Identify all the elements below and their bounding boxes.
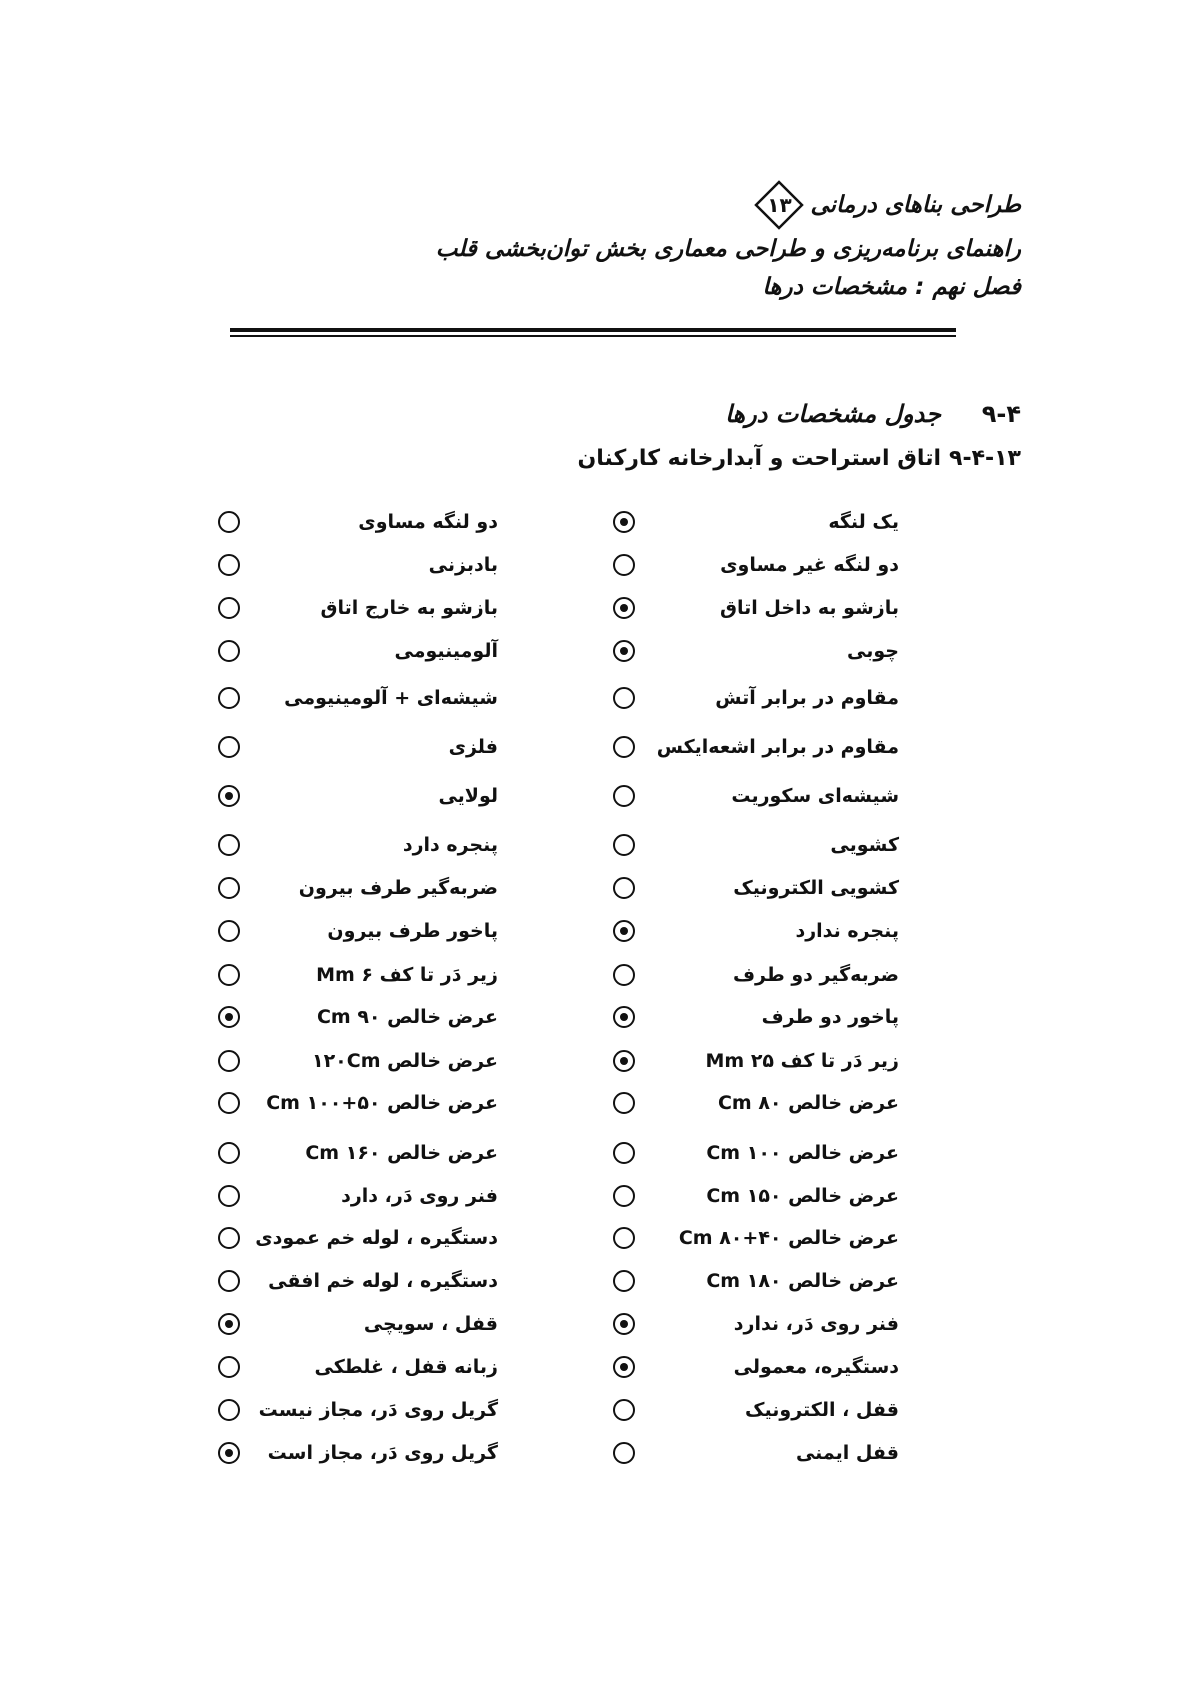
subsection-title: اتاق استراحت و آبدارخانه کارکنان — [577, 446, 941, 471]
radio-button-right[interactable] — [613, 1050, 635, 1072]
badge-number: ۱۳ — [767, 193, 792, 217]
option-label-right: عرض خالص ۴۰+۸۰ Cm — [678, 1227, 899, 1249]
option-label-right: فنر روی دَر، ندارد — [733, 1313, 899, 1335]
option-label-right: عرض خالص ۱۵۰ Cm — [706, 1185, 899, 1207]
radio-button-right[interactable] — [613, 877, 635, 899]
option-label-left: شیشه‌ای + آلومینیومی — [284, 687, 498, 709]
section-number: ۹-۴ — [981, 400, 1021, 428]
radio-button-right[interactable] — [613, 1399, 635, 1421]
radio-button-right[interactable] — [613, 554, 635, 576]
page-header — [201, 180, 1021, 306]
radio-button-right[interactable] — [613, 1313, 635, 1335]
option-label-right: دو لنگه غیر مساوی — [720, 554, 899, 576]
option-label-right: قفل ایمنی — [795, 1442, 899, 1464]
radio-button-right[interactable] — [613, 511, 635, 533]
radio-button-right[interactable] — [613, 1092, 635, 1114]
option-label-left: آلومینیومی — [394, 640, 498, 662]
radio-button-left[interactable] — [218, 640, 240, 662]
radio-button-left[interactable] — [218, 687, 240, 709]
option-row — [0, 1261, 1191, 1301]
option-label-right: مقاوم در برابر اشعه‌ایکس — [656, 736, 899, 758]
section-title: جدول مشخصات درها — [725, 400, 941, 428]
radio-button-left[interactable] — [218, 511, 240, 533]
radio-button-left[interactable] — [218, 834, 240, 856]
divider-thin — [230, 335, 956, 337]
option-label-left: قفل ، سویچی — [363, 1313, 498, 1335]
option-label-left: عرض خالص ۵۰+۱۰۰ Cm — [266, 1092, 498, 1114]
option-row — [0, 1083, 1191, 1123]
option-label-right: چوبی — [847, 640, 899, 662]
header-subtitle: راهنمای برنامه‌ریزی و طراحی معماری بخش توان‌بخشی قلب — [435, 236, 1021, 262]
option-label-right: کشویی الکترونیک — [733, 877, 899, 899]
radio-button-right[interactable] — [613, 1185, 635, 1207]
option-label-left: گریل روی دَر، مجاز است — [267, 1442, 498, 1464]
chapter-badge — [754, 180, 804, 230]
radio-button-left[interactable] — [218, 1050, 240, 1072]
radio-dot-icon — [620, 1363, 628, 1371]
section-heading — [725, 400, 1021, 428]
option-label-right: پاخور دو طرف — [761, 1006, 899, 1028]
option-label-right: زیر دَر تا کف ۲۵ Mm — [705, 1050, 899, 1072]
radio-button-left[interactable] — [218, 1399, 240, 1421]
option-row — [0, 1347, 1191, 1387]
subsection-number: ۹-۴-۱۳ — [949, 446, 1021, 471]
option-label-left: زبانه قفل ، غلطکی — [314, 1356, 498, 1378]
option-label-right: عرض خالص ۸۰ Cm — [717, 1092, 899, 1114]
option-label-left: عرض خالص ۱۲۰Cm — [311, 1050, 498, 1072]
radio-button-right[interactable] — [613, 597, 635, 619]
option-row — [0, 1304, 1191, 1344]
option-row — [0, 825, 1191, 865]
radio-button-left[interactable] — [218, 1442, 240, 1464]
option-row — [0, 588, 1191, 628]
radio-button-left[interactable] — [218, 1313, 240, 1335]
option-row — [0, 997, 1191, 1037]
option-label-right: ضربه‌گیر دو طرف — [732, 964, 899, 986]
radio-dot-icon — [620, 1057, 628, 1065]
divider-thick — [230, 328, 956, 332]
option-row — [0, 545, 1191, 585]
radio-button-right[interactable] — [613, 1442, 635, 1464]
option-row — [0, 1433, 1191, 1473]
radio-button-left[interactable] — [218, 785, 240, 807]
radio-button-right[interactable] — [613, 687, 635, 709]
option-label-right: شیشه‌ای سکوریت — [731, 785, 899, 807]
option-row — [0, 1041, 1191, 1081]
header-divider — [230, 328, 956, 337]
option-row — [0, 1133, 1191, 1173]
radio-button-left[interactable] — [218, 1185, 240, 1207]
option-row — [0, 1218, 1191, 1258]
radio-button-left[interactable] — [218, 1006, 240, 1028]
radio-dot-icon — [620, 1013, 628, 1021]
radio-button-left[interactable] — [218, 554, 240, 576]
option-label-right: عرض خالص ۱۰۰ Cm — [706, 1142, 899, 1164]
option-label-right: یک لنگه — [828, 511, 899, 533]
option-label-left: ضربه‌گیر طرف بیرون — [298, 877, 498, 899]
radio-button-right[interactable] — [613, 1270, 635, 1292]
option-label-right: مقاوم در برابر آتش — [715, 687, 899, 709]
option-row — [0, 868, 1191, 908]
radio-dot-icon — [225, 1449, 233, 1457]
radio-button-right[interactable] — [613, 1142, 635, 1164]
option-label-right: پنجره ندارد — [795, 920, 899, 942]
option-label-left: دو لنگه مساوی — [358, 511, 498, 533]
header-chapter: فصل نهم : مشخصات درها — [762, 274, 1021, 300]
option-label-left: دستگیره ، لوله خم عمودی — [255, 1227, 498, 1249]
option-row — [0, 678, 1191, 718]
radio-button-left[interactable] — [218, 1092, 240, 1114]
option-row — [0, 727, 1191, 767]
radio-button-right[interactable] — [613, 920, 635, 942]
radio-button-right[interactable] — [613, 834, 635, 856]
option-label-left: دستگیره ، لوله خم افقی — [268, 1270, 498, 1292]
radio-button-right[interactable] — [613, 1356, 635, 1378]
option-label-right: بازشو به داخل اتاق — [720, 597, 899, 619]
radio-button-left[interactable] — [218, 1270, 240, 1292]
option-label-right: قفل ، الکترونیک — [745, 1399, 899, 1421]
radio-button-left[interactable] — [218, 1142, 240, 1164]
radio-button-left[interactable] — [218, 877, 240, 899]
option-label-left: عرض خالص ۱۶۰ Cm — [305, 1142, 498, 1164]
option-row — [0, 1390, 1191, 1430]
option-label-left: عرض خالص ۹۰ Cm — [316, 1006, 498, 1028]
option-label-left: لولایی — [438, 785, 498, 807]
radio-dot-icon — [225, 792, 233, 800]
radio-button-right[interactable] — [613, 1006, 635, 1028]
option-label-right: دستگیره، معمولی — [733, 1356, 899, 1378]
radio-button-right[interactable] — [613, 640, 635, 662]
radio-button-left[interactable] — [218, 597, 240, 619]
option-label-left: پاخور طرف بیرون — [327, 920, 498, 942]
option-label-left: پنجره دارد — [402, 834, 498, 856]
option-label-right: عرض خالص ۱۸۰ Cm — [706, 1270, 899, 1292]
radio-button-right[interactable] — [613, 736, 635, 758]
book-title: طراحی بناهای درمانی — [810, 192, 1021, 218]
option-row — [0, 1176, 1191, 1216]
radio-dot-icon — [225, 1013, 233, 1021]
option-label-left: گریل روی دَر، مجاز نیست — [258, 1399, 498, 1421]
option-label-left: فلزی — [448, 736, 498, 758]
radio-dot-icon — [620, 518, 628, 526]
option-row — [0, 502, 1191, 542]
option-row — [0, 911, 1191, 951]
radio-button-left[interactable] — [218, 920, 240, 942]
option-label-left: زیر دَر تا کف ۶ Mm — [316, 964, 498, 986]
radio-dot-icon — [620, 604, 628, 612]
option-label-left: بادبزنی — [428, 554, 498, 576]
radio-dot-icon — [620, 927, 628, 935]
option-row — [0, 955, 1191, 995]
radio-button-left[interactable] — [218, 1227, 240, 1249]
option-row — [0, 631, 1191, 671]
radio-button-right[interactable] — [613, 785, 635, 807]
radio-button-left[interactable] — [218, 1356, 240, 1378]
radio-button-right[interactable] — [613, 964, 635, 986]
option-label-right: کشویی — [830, 834, 899, 856]
radio-dot-icon — [620, 1320, 628, 1328]
radio-button-left[interactable] — [218, 964, 240, 986]
radio-button-right[interactable] — [613, 1227, 635, 1249]
subsection-heading — [577, 446, 1021, 471]
radio-button-left[interactable] — [218, 736, 240, 758]
radio-dot-icon — [225, 1320, 233, 1328]
option-label-left: فنر روی دَر، دارد — [341, 1185, 498, 1207]
radio-dot-icon — [620, 647, 628, 655]
header-title-line — [201, 180, 1021, 230]
option-label-left: بازشو به خارج اتاق — [320, 597, 498, 619]
option-row — [0, 776, 1191, 816]
